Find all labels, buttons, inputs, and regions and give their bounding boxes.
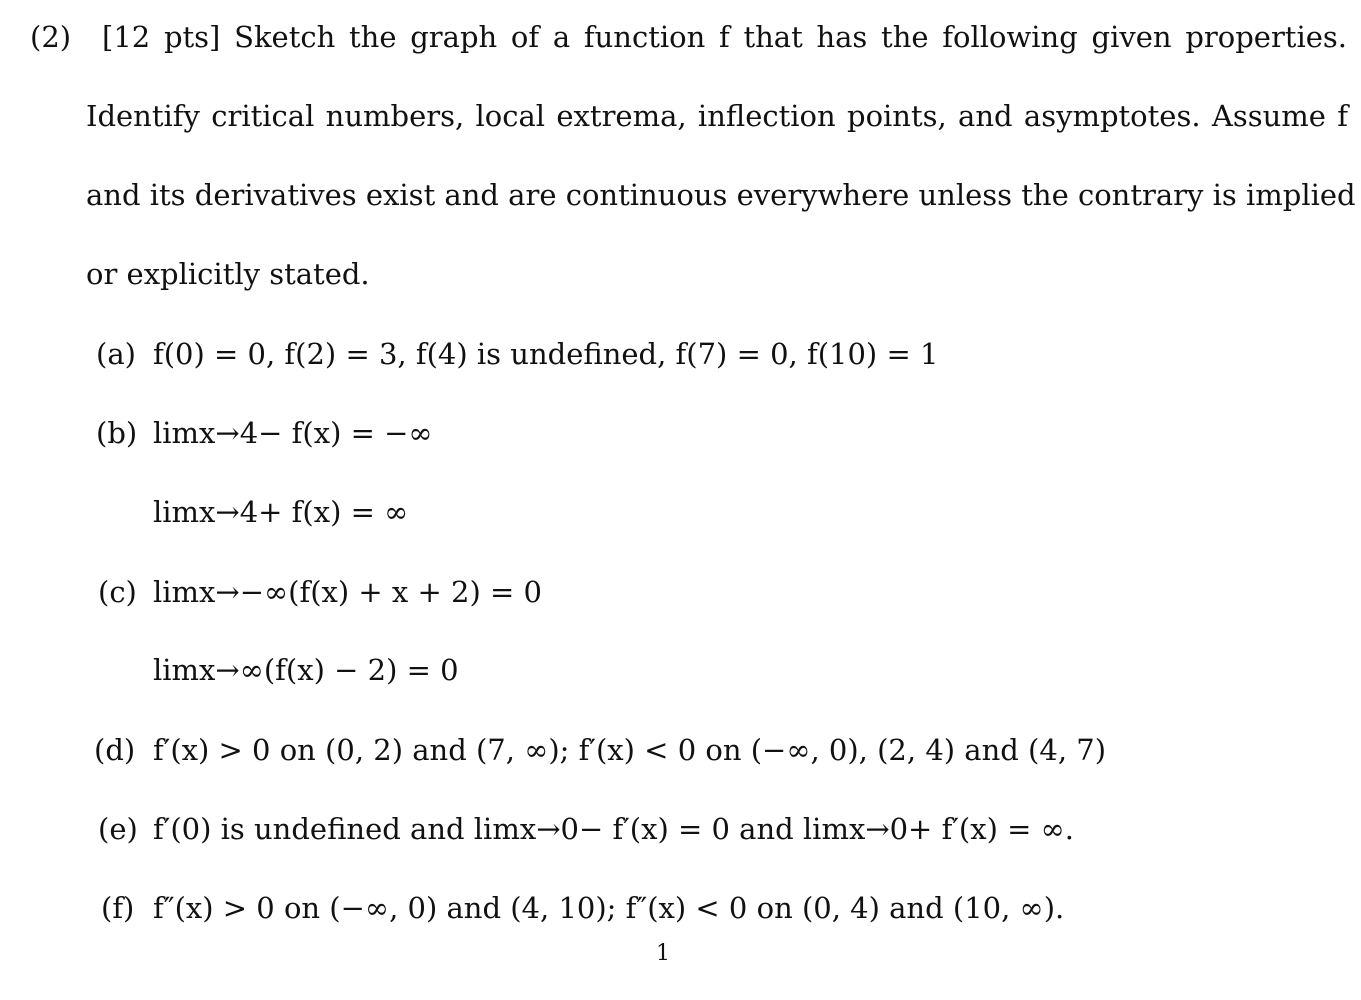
item-d-label: (d) — [94, 733, 136, 767]
item-a-label: (a) — [96, 337, 136, 371]
item-e-label: (e) — [98, 812, 138, 846]
item-f-label: (f) — [101, 891, 135, 925]
item-c-label: (c) — [98, 575, 137, 609]
problem-statement-line-3: and its derivatives exist and are continuous everywhere unless the contrary is implied — [86, 178, 1356, 212]
item-b-text-2: limx→4+ f(x) = ∞ — [153, 495, 409, 529]
item-c-text-2: limx→∞(f(x) − 2) = 0 — [153, 653, 459, 687]
item-f-text: f″(x) > 0 on (−∞, 0) and (4, 10); f″(x) < 0 on (0, 4) and (10, ∞). — [153, 891, 1065, 925]
problem-statement-line-1: [12 pts] Sketch the graph of a function f that has the following given properties. — [102, 20, 1347, 54]
page-number: 1 — [656, 941, 670, 966]
problem-statement-line-2: Identify critical numbers, local extrema, inflection points, and asymptotes. Assume f — [86, 99, 1348, 133]
item-d-text: f′(x) > 0 on (0, 2) and (7, ∞); f′(x) < 0 on (−∞, 0), (2, 4) and (4, 7) — [153, 733, 1107, 767]
item-b-label: (b) — [96, 416, 138, 450]
item-b-text-1: limx→4− f(x) = −∞ — [153, 416, 433, 450]
item-a-text: f(0) = 0, f(2) = 3, f(4) is undefined, f(7) = 0, f(10) = 1 — [153, 337, 939, 371]
problem-number: (2) — [30, 20, 72, 54]
problem-statement-line-4: or explicitly stated. — [86, 257, 370, 291]
item-c-text-1: limx→−∞(f(x) + x + 2) = 0 — [153, 575, 542, 609]
item-e-text: f′(0) is undefined and limx→0− f′(x) = 0 and limx→0+ f′(x) = ∞. — [153, 812, 1074, 846]
